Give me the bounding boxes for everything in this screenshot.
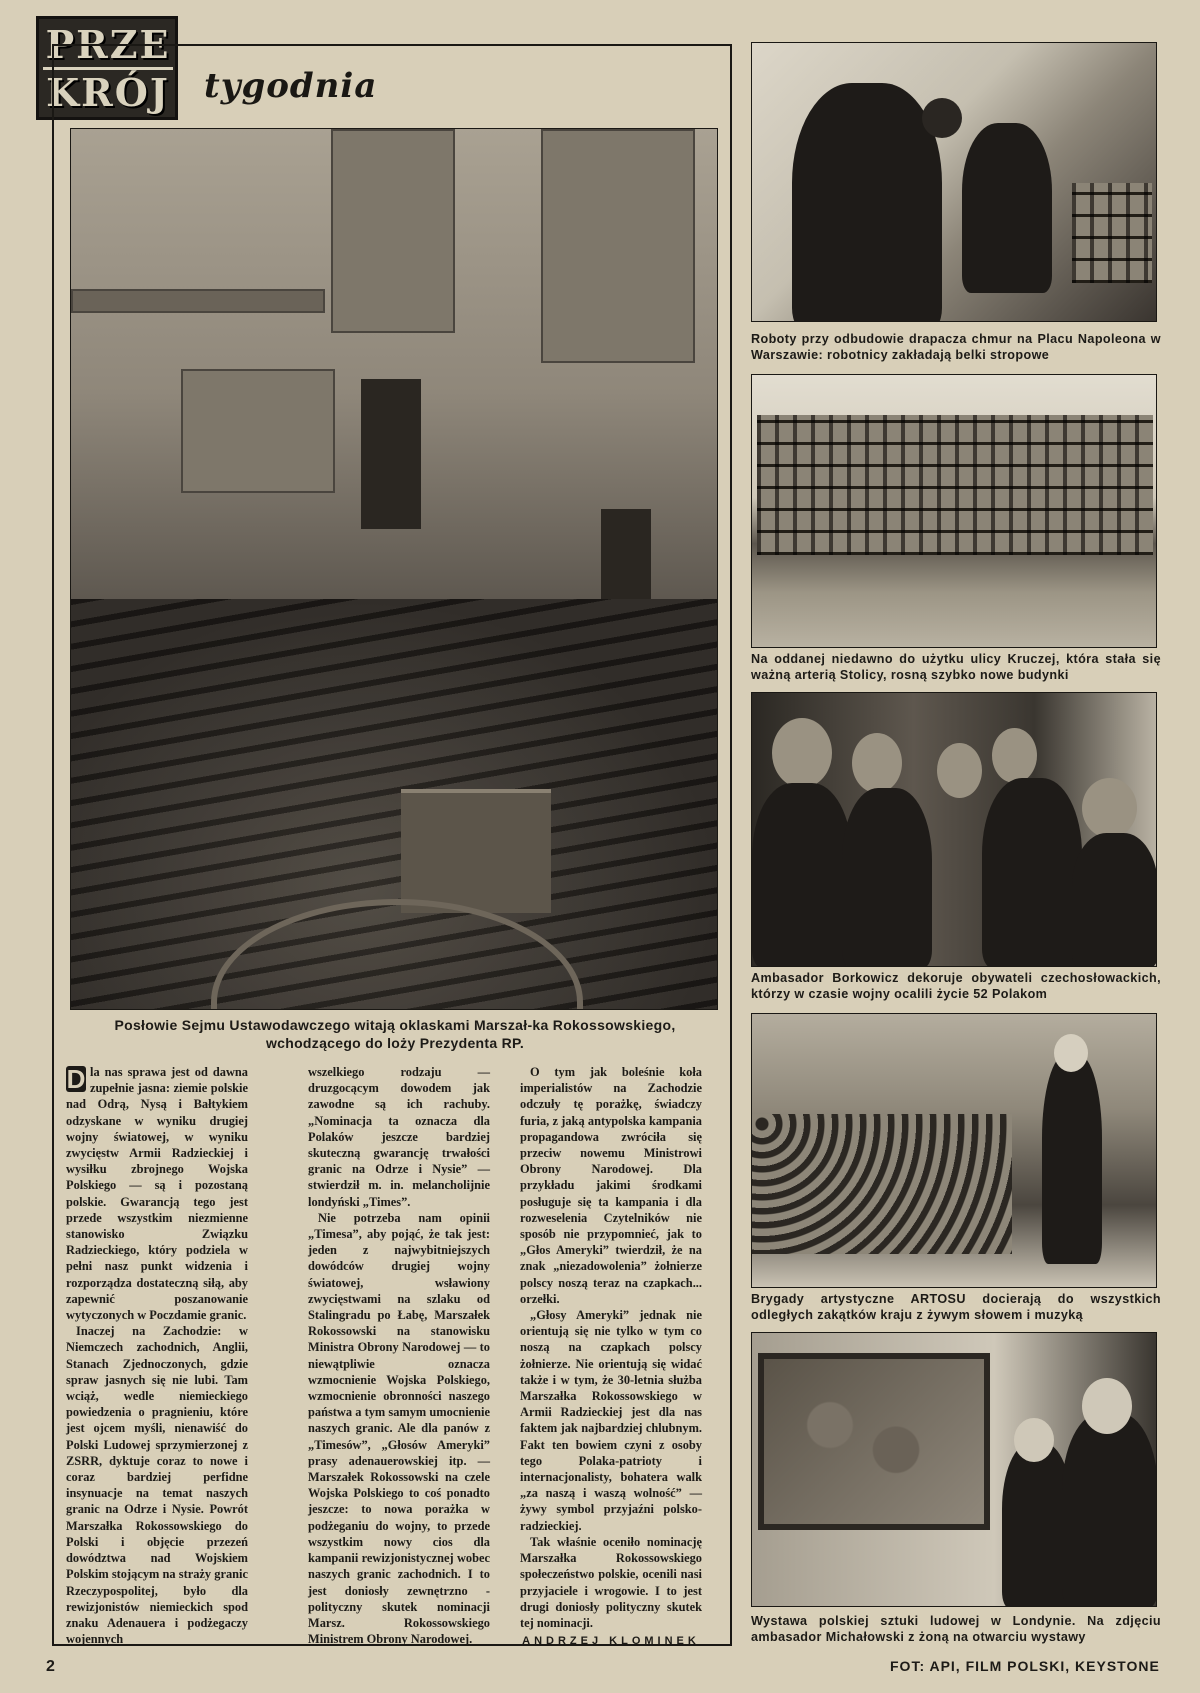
building-under-construction	[757, 415, 1153, 555]
doorway	[361, 379, 421, 529]
main-photo-caption: Posłowie Sejmu Ustawodawczego witają oklaskami Marszał-ka Rokossowskiego, wchodzącego do loży Prezydenta RP.	[114, 1017, 676, 1051]
paragraph: O tym jak boleśnie koła imperialistów na Zachodzie odczuły tę porażkę, świadczy furia, z jaką antypolska kampania propagandowa zwróciła się przeciw nowemu Ministrowi Obrony Narodowej. Dla przykładu jakimi środkami posługuje się ta kampania i dla rozweselenia Czytelników nie sposób nie przypomnieć, jak to „Głos Ameryki” twierdził, że na znak „niezadowolenia” żołnierze polscy noszą teraz na czapkach... orzełki.	[520, 1065, 702, 1306]
woman-head	[1014, 1418, 1054, 1462]
photo-artos-brigade	[751, 1013, 1157, 1288]
folk-painting	[758, 1353, 990, 1530]
article-column-3	[520, 1064, 702, 1649]
wall-panel	[181, 369, 335, 493]
photo-5-caption: Wystawa polskiej sztuki ludowej w Londynie. Na zdjęciu ambasador Michałowski z żoną na otwarciu wystawy	[751, 1614, 1161, 1644]
photo-krucza-street	[751, 374, 1157, 648]
man-figure	[1072, 833, 1157, 967]
photo-3-caption: Ambasador Borkowicz dekoruje obywateli czechosłowackich, którzy w czasie wojny ocalili życie 52 Polakom	[751, 971, 1161, 1001]
paragraph: Inaczej na Zachodzie: w Niemczech zachodnich, Anglii, Stanach Zjednoczonych, gdzie spraw jasnych się nie lubi. Tam wciąż, wedle niemieckiego powiedzenia o pragnieniu, które jest ojcem myśli, nienawiść do Polski Ludowej sprzymierzonej z ZSRR, dyktuje coraz to nowe i coraz bardziej perfidne insynuacje na temat naszych granic na Odrze i Nysie. Powrót Marszałka Rokossowskiego do Polski i objęcie przezeń dowództwa nad Wojskiem Polskim stojącym na straży granic Rzeczypospolitej, było dla rewizjonistów niemieckich spod znaku Adenauera i podżegaczy wojennych	[66, 1324, 248, 1647]
rostrum	[401, 789, 551, 913]
man-figure	[752, 783, 852, 967]
face	[772, 718, 832, 788]
worker-head	[922, 98, 962, 138]
face	[1082, 778, 1137, 838]
paragraph-text: la nas sprawa jest od dawna zupełnie jasna: ziemie polskie nad Odrą, Nysą i Bałtykiem odzyskane w wyniku drugiej wojny światowej, w wyniku zwycięstw Armii Radzieckiej i wysiłku zbrojnego Wojska Polskiego — są i pozostaną polskie. Gwarancją tego jest przede wszystkim niezmienne stanowisko Związku Radzieckiego, który podziela w pełni nasz punkt widzenia i rozporządza dostateczną siłą, aby zapewnić poszanowanie wytyczonych w Poczdamie granic.	[66, 1065, 248, 1323]
face	[852, 733, 902, 793]
photo-ambassador-decoration	[751, 692, 1157, 967]
photo-4-caption: Brygady artystyczne ARTOSU docierają do wszystkich odległych zakątków kraju z żywym słowem i muzyką	[751, 1292, 1161, 1322]
section-subtitle: tygodnia	[204, 66, 378, 106]
performer-head	[1054, 1034, 1088, 1072]
ambassador-figure	[1062, 1413, 1157, 1607]
logo-line-2: KRÓJ	[46, 70, 170, 115]
paragraph	[66, 1064, 248, 1323]
paragraph: wszelkiego rodzaju — druzgocącym dowodem jak zawodne są ich rachuby. „Nominacja ta oznacza dla Polaków jeszcze bardziej skuteczną gwarancję trwałości granic na Odrze i Nysie” — stwierdził m. in. melancholijnie londyński „Times”.	[308, 1065, 490, 1209]
photo-folk-art-exhibition	[751, 1332, 1157, 1607]
wall-panel	[331, 129, 455, 333]
photo-2-caption: Na oddanej niedawno do użytku ulicy Kruczej, która stała się ważną arterią Stolicy, rosną szybko nowe budynki	[751, 652, 1161, 682]
photo-construction-workers	[751, 42, 1157, 322]
worker-figure	[792, 83, 942, 322]
worker-figure	[962, 123, 1052, 293]
paragraph: „Głosy Ameryki” jednak nie orientują się nie tylko w tym co noszą na czapkach polscy żołnierze. Nie orientują się widać także i w tym, że 30-letnia służba Marszałka Rokossowskiego w Armii Radzieckiej jest dla nas faktem jak najbardziej chlubnym. Fakt ten bowiem czyni z osoby tego Polaka-patrioty i internacjonalisty, bohatera walk „za naszą i waszą wolność” — żywy symbol przyjaźni polsko-radzieckiej.	[520, 1308, 702, 1533]
ambassador-head	[1082, 1378, 1132, 1434]
main-photo-sejm	[70, 128, 718, 1010]
logo-line-1: PRZE	[45, 22, 171, 67]
page-number: 2	[46, 1658, 55, 1675]
background-building	[1072, 183, 1152, 283]
face	[937, 743, 982, 798]
photo-1-caption: Roboty przy odbudowie drapacza chmur na Placu Napoleona w Warszawie: robotnicy zakładają belki stropowe	[751, 332, 1161, 362]
ambassador-figure	[982, 778, 1082, 967]
performer-figure	[1042, 1054, 1102, 1264]
photo-credits: FOT: API, FILM POLSKI, KEYSTONE	[890, 1658, 1160, 1674]
wall-panel	[541, 129, 695, 363]
paragraph: Tak właśnie oceniło nominację Marszałka Rokossowskiego społeczeństwo polskie, ocenili nasi przyjaciele i wrogowie. I to jest drugi doniosły polityczny skutek tej nominacji.	[520, 1534, 702, 1630]
face	[992, 728, 1037, 783]
seated-audience	[752, 1114, 1012, 1254]
man-figure	[842, 788, 932, 967]
article-column-2	[308, 1064, 490, 1647]
paragraph: Nie potrzeba nam opinii „Timesa”, aby pojąć, że tak jest: jeden z najwybitniejszych dowódców drugiej wojny światowej, wsławiony zwycięstwami na szlaku od Stalingradu po Łabę, Marszałek Rokossowski na stanowisku Ministra Obrony Narodowej — to niewątpliwie oznacza wzmocnienie Wojska Polskiego, wzmocnienie obronności naszego państwa a tym samym umocnienie naszych granic. Ale dla panów z „Timesów”, „Głosów Ameryki” prasy adenauerowskiej itp. — Marszałek Rokossowski na czele Wojska Polskiego to coś ponadto jeszcze: to nowa porażka w podżeganiu do wojny, to przede wszystkim nowy cios dla kampanii rewizjonistycznej wobec naszych granic zachodnich. I to jest doniosły zewnętrzno - polityczny skutek nominacji Marsz. Rokossowskiego Ministrem Obrony Narodowej.	[308, 1210, 490, 1647]
dropcap: D	[66, 1064, 86, 1094]
author-byline: ANDRZEJ KLOMINEK	[522, 1635, 700, 1648]
article-column-1	[66, 1064, 248, 1647]
balcony	[71, 289, 325, 313]
